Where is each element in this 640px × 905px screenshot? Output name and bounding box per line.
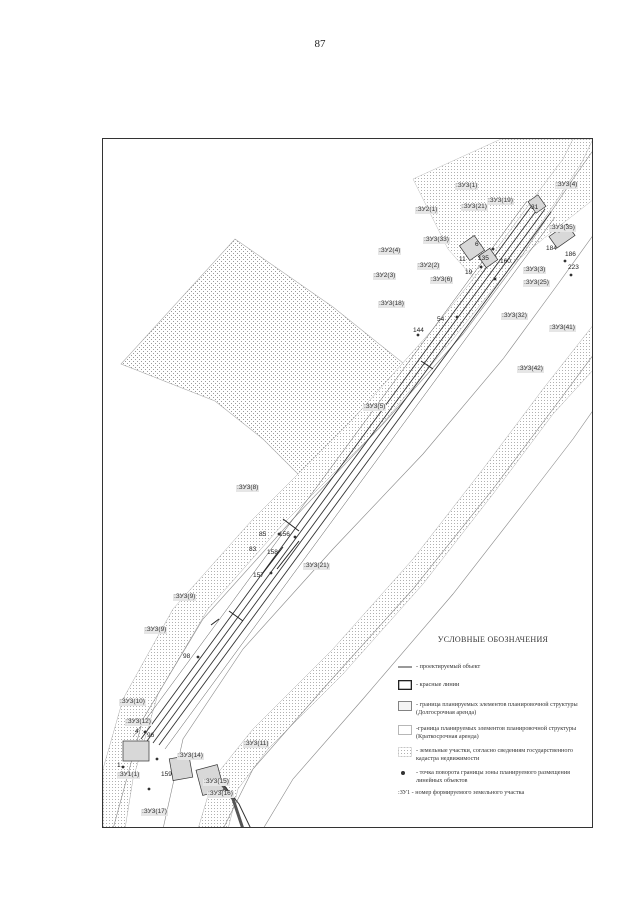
parcel-label: :ЗУ3(21) bbox=[462, 203, 487, 210]
point-number: 54 bbox=[437, 316, 445, 323]
point-number: 11 bbox=[459, 256, 466, 263]
cadastral-block bbox=[121, 239, 408, 484]
point-number: 135 bbox=[478, 255, 489, 262]
point-number: 184 bbox=[546, 245, 557, 252]
parcel-label: :ЗУ2(2) bbox=[418, 262, 440, 269]
map-frame bbox=[102, 138, 593, 828]
cadastral-parcels-swatch bbox=[398, 747, 412, 757]
parcel-label: :ЗУ3(14) bbox=[178, 752, 203, 759]
turning-point-swatch bbox=[398, 769, 412, 777]
parcel-label: :ЗУ3(25) bbox=[524, 279, 549, 286]
point-number: 157 bbox=[253, 572, 264, 579]
parcel-label: :ЗУ3(15) bbox=[204, 778, 229, 785]
point-number: 160 bbox=[500, 258, 511, 265]
point-number: 159 bbox=[161, 771, 172, 778]
parcel-label: :ЗУ3(32) bbox=[502, 312, 527, 319]
parcel-label: :ЗУ3(4) bbox=[556, 181, 578, 188]
point-number: 31 bbox=[531, 204, 539, 211]
point-number: 156 bbox=[279, 531, 290, 538]
point-number: 158 bbox=[267, 549, 278, 556]
point-number: 85 bbox=[259, 531, 267, 538]
parcel-label: :ЗУ3(21) bbox=[304, 562, 329, 569]
parcel-label: :ЗУ3(11) bbox=[244, 740, 269, 747]
parcel-label: :ЗУ3(33) bbox=[424, 236, 449, 243]
point-number: 223 bbox=[568, 264, 579, 271]
parcel-label: :ЗУ3(6) bbox=[431, 276, 453, 283]
point-number: 96 bbox=[147, 732, 155, 739]
point-number: 1 bbox=[117, 762, 121, 769]
parcel-label: :ЗУ3(8) bbox=[237, 484, 259, 491]
page-number: 87 bbox=[314, 38, 326, 50]
point-number: 98 bbox=[183, 653, 191, 660]
legend-title: УСЛОВНЫЕ ОБОЗНАЧЕНИЯ bbox=[437, 635, 549, 644]
parcel-label: :ЗУ3(3) bbox=[524, 266, 546, 273]
point-number: 6 bbox=[475, 241, 479, 248]
parcel-label: :ЗУ3(5) bbox=[364, 403, 386, 410]
parcel-label: :ЗУ3(1) bbox=[456, 182, 478, 189]
point-number: 83 bbox=[249, 546, 257, 553]
long-term-lease-swatch bbox=[398, 701, 412, 711]
parcel-label: :ЗУ3(9) bbox=[145, 626, 167, 633]
parcel-label: :ЗУ3(10) bbox=[120, 698, 145, 705]
parcel-label: :ЗУ3(9) bbox=[174, 593, 196, 600]
parcel-label: :ЗУ2(3) bbox=[374, 272, 396, 279]
map-legend: УСЛОВНЫЕ ОБОЗНАЧЕНИЯ - проектируемый объект - красные линии - граница планируемых элементов планировочной структуры (Долгосрочная аренда) -граница планируемых элементов планировочной структуры (Краткосрочная аренда) - земельные участки, согласно сведениям государственного кадастра недвижимости - точка поворота границы зоны планируемого размещения линейных объектов :ЗУ1 - номер формируемого земельного участка bbox=[398, 635, 588, 658]
point-number: 186 bbox=[565, 251, 576, 258]
parcel-label: :ЗУ1(1) bbox=[118, 771, 140, 778]
parcel-label: :ЗУ2(4) bbox=[379, 247, 401, 254]
project-object-swatch bbox=[398, 664, 412, 670]
point-number: 19 bbox=[465, 269, 473, 276]
parcel-label: :ЗУ3(17) bbox=[142, 808, 167, 815]
parcel-label: :ЗУ3(42) bbox=[518, 365, 543, 372]
parcel-label: :ЗУ3(35) bbox=[550, 224, 575, 231]
parcel-label: :ЗУ3(16) bbox=[208, 790, 233, 797]
red-lines-swatch bbox=[398, 680, 412, 690]
short-term-lease-swatch bbox=[398, 725, 412, 735]
parcel-label: :ЗУ2(1) bbox=[416, 206, 438, 213]
point-number: 4 bbox=[135, 728, 139, 735]
parcel-label: :ЗУ3(12) bbox=[126, 718, 151, 725]
point-number: 144 bbox=[413, 327, 424, 334]
parcel-label: :ЗУ3(41) bbox=[550, 324, 575, 331]
parcel-label: :ЗУ3(18) bbox=[379, 300, 404, 307]
parcel-label: :ЗУ3(19) bbox=[488, 197, 513, 204]
